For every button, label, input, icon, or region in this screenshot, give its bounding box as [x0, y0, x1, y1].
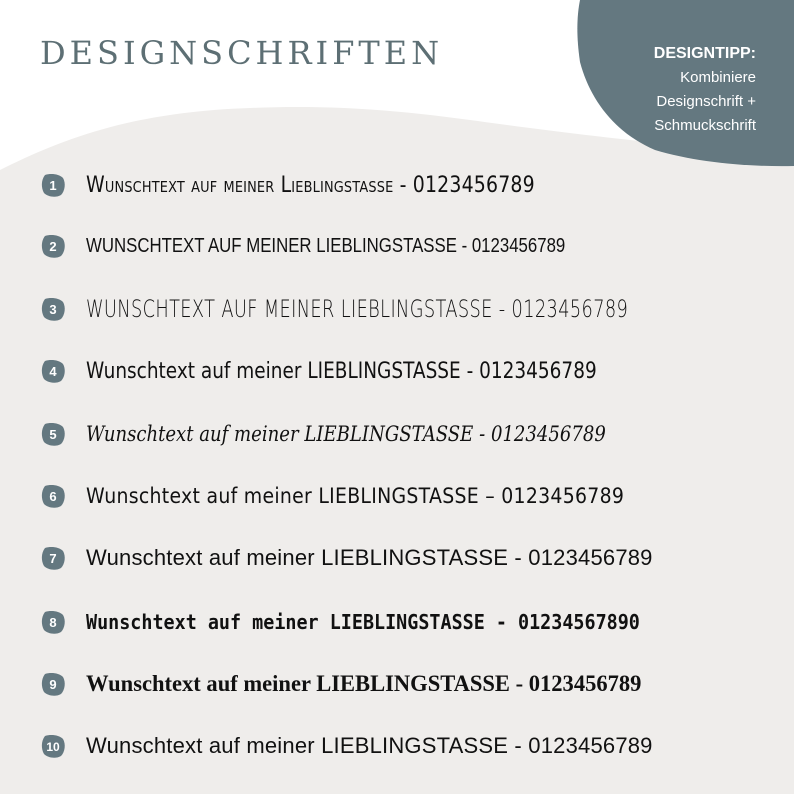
font-row-9 [40, 664, 653, 704]
design-tip [654, 42, 756, 138]
font-number: 9 [49, 677, 57, 692]
font-row-10 [40, 726, 653, 766]
font-row-8 [40, 602, 688, 642]
font-row-1 [40, 165, 608, 205]
number-badge-icon [40, 358, 66, 384]
number-badge-icon [40, 483, 66, 509]
page-title: DESIGNSCHRIFTEN [40, 34, 444, 72]
design-tip-heading: DESIGNTIPP: [653, 45, 756, 62]
number-badge-icon [40, 421, 66, 447]
number-badge-icon [40, 609, 66, 635]
font-row-4 [40, 351, 694, 391]
number-badge-icon [40, 733, 66, 759]
font-sample: Wunschtext auf meiner LIEBLINGSTASSE – 0123456789 [86, 484, 625, 508]
font-number: 10 [46, 740, 60, 754]
font-sample: Wunschtext auf meiner LIEBLINGSTASSE - 0123456789 [86, 671, 642, 696]
number-badge-icon [40, 296, 66, 322]
font-sample: Wunschtext auf meiner LIEBLINGSTASSE - 0123456789 [86, 358, 597, 384]
number-badge-icon [40, 172, 66, 198]
font-sample: Wunschtext auf meiner LIEBLINGSTASSE - 0123456789 [86, 545, 653, 570]
font-sample: WUNSCHTEXT AUF MEINER LIEBLINGSTASSE - 0123456789 [86, 295, 629, 323]
font-number: 2 [49, 239, 57, 254]
font-number: 4 [49, 364, 57, 379]
design-tip-line: Schmuckschrift [654, 117, 756, 134]
font-number: 8 [49, 615, 57, 630]
font-sample: Wunschtext auf meiner Lieblingstasse - 0123456789 [86, 172, 535, 198]
font-row-6 [40, 476, 684, 516]
font-row-3 [40, 289, 794, 329]
font-row-2 [40, 226, 657, 266]
font-row-5 [40, 414, 690, 454]
number-badge-icon [40, 233, 66, 259]
number-badge-icon [40, 545, 66, 571]
font-number: 5 [49, 427, 57, 442]
design-tip-line: Kombiniere [680, 69, 756, 86]
font-sample: WUNSCHTEXT AUF MEINER LIEBLINGSTASSE - 0123456789 [86, 234, 566, 257]
font-number: 7 [49, 551, 57, 566]
font-sample: Wunschtext auf meiner LIEBLINGSTASSE - 01234567890 [86, 610, 640, 634]
font-sample: Wunschtext auf meiner LIEBLINGSTASSE - 0123456789 [86, 733, 653, 758]
number-badge-icon [40, 671, 66, 697]
font-number: 6 [49, 489, 57, 504]
font-sample: Wunschtext auf meiner LIEBLINGSTASSE - 0123456789 [86, 422, 606, 446]
font-number: 3 [49, 302, 57, 317]
font-number: 1 [49, 178, 57, 193]
design-tip-line: Designschrift + [656, 93, 756, 110]
font-row-7 [40, 538, 653, 578]
